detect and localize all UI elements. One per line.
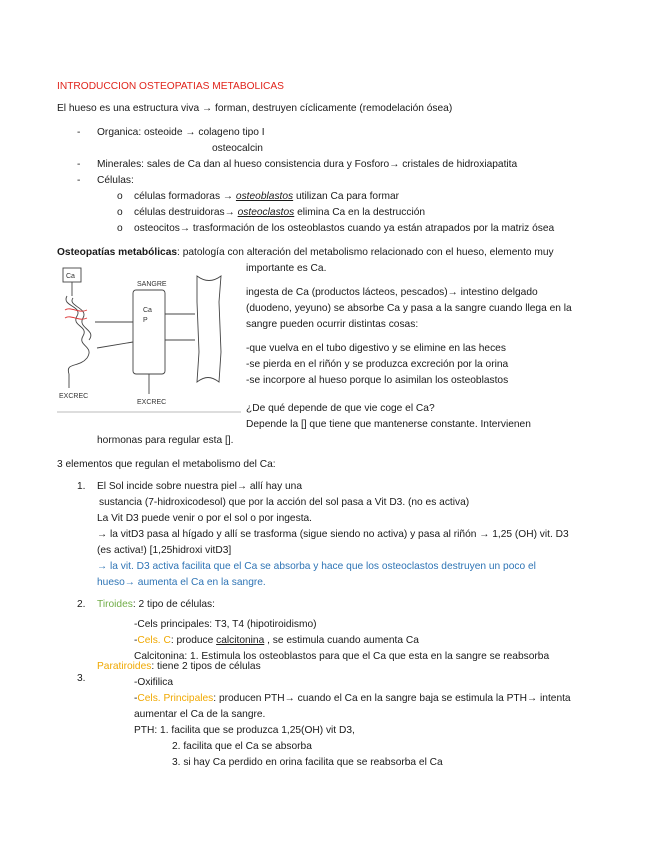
list-number: 2.	[77, 599, 86, 610]
osteocitos-item: osteocitos→ trasformación de los osteoblastos cuando ya están atrapados por la matriz ósea	[134, 223, 555, 234]
tiroides-label: Tiroides	[97, 599, 133, 610]
tiroides-principales: -Cels principales: T3, T4 (hipotiroidismo)	[134, 619, 317, 630]
calcitonina-line: Calcitonina: 1. Estimula los osteoblastos para que el Ca que esta en la sangre se reabsorba	[134, 651, 550, 662]
paratiroides-cont: aumentar el Ca de la sangre.	[134, 709, 266, 720]
paratiroides-heading: Paratiroides: tiene 2 tipos de células	[97, 661, 261, 672]
sol-line6: → la vit. D3 activa facilita que el Ca se absorba y hace que los osteoclastos destruyen un poco el	[97, 561, 536, 572]
pth-line2: 2. facilita que el Ca se absorba	[172, 741, 312, 752]
sol-line5: (es activa!) [1,25hidroxi vitD3]	[97, 545, 232, 556]
option-heces: -que vuelva en el tubo digestivo y se elimine en las heces	[246, 343, 506, 354]
celulas-item: Células:	[97, 175, 134, 186]
tiroides-cels-c: -Cels. C: produce calcitonina , se estimula cuando aumenta Ca	[134, 635, 419, 646]
sol-line1: El Sol incide sobre nuestra piel→ allí hay una	[97, 481, 302, 492]
ingesta-line1: ingesta de Ca (productos lácteos, pescados)→ intestino delgado	[246, 287, 538, 298]
diagram-blood-p: P	[143, 317, 148, 324]
return-arrow	[97, 342, 133, 348]
sol-line3: La Vit D3 puede venir o por el sol o por ingesta.	[97, 513, 313, 524]
list-number: 1.	[77, 481, 86, 492]
list-number: 3.	[77, 673, 86, 684]
dash: -	[77, 127, 81, 138]
diagram-feces-label: EXCREC	[59, 393, 89, 400]
diagram-urine-label: EXCREC	[137, 399, 167, 406]
oxifilica-line: -Oxifilica	[134, 677, 174, 688]
dash: -	[77, 159, 81, 170]
osteoblastos-term: osteoblastos	[235, 191, 294, 202]
sol-line2: sustancia (7-hidroxicodesol) que por la acción del sol pasa a Vit D3. (no es activa)	[99, 497, 470, 508]
dash: -	[77, 175, 81, 186]
intestine-sketch	[66, 296, 89, 374]
bullet: o	[117, 207, 123, 218]
bullet: o	[117, 191, 123, 202]
depende-line: Depende la [] que tiene que mantenerse constante. Intervienen	[246, 419, 531, 430]
bullet: o	[117, 223, 123, 234]
calcitonina-term: calcitonina	[216, 635, 265, 646]
paratiroides-principales: -Cels. Principales: producen PTH→ cuando el Ca en la sangre baja se estimula la PTH→ intenta	[134, 693, 571, 704]
blood-box	[133, 290, 165, 374]
sol-line7: hueso→ aumenta el Ca en la sangre.	[97, 577, 266, 588]
intro-text: El hueso es una estructura viva → forman, destruyen cíclicamente (remodelación ósea)	[57, 103, 453, 114]
elements-title: 3 elementos que regulan el metabolismo del Ca:	[57, 459, 276, 470]
diagram-ca-label: Ca	[66, 273, 75, 280]
minerales-item: Minerales: sales de Ca dan al hueso consistencia dura y Fosforo→ cristales de hidroxiapatita	[97, 159, 518, 170]
bone-sketch	[197, 276, 221, 382]
paratiroides-label: Paratiroides	[97, 661, 152, 672]
calcium-metabolism-diagram	[57, 262, 241, 414]
diagram-blood-ca: Ca	[143, 307, 152, 314]
osteoclastos-term: osteoclastos	[237, 207, 295, 218]
option-orina: -se pierda en el riñón y se produzca excreción por la orina	[246, 359, 509, 370]
page-title: INTRODUCCION OSTEOPATIAS METABOLICAS	[57, 81, 284, 92]
diagram-sketch	[57, 262, 241, 414]
question-line: ¿De qué depende de que vie coge el Ca?	[246, 403, 435, 414]
cels-c-label: Cels. C	[137, 635, 171, 646]
celula-formadora: células formadoras → osteoblastos utilizan Ca para formar	[134, 191, 400, 202]
tiroides-heading: Tiroides: 2 tipo de células:	[97, 599, 215, 610]
celula-destruidora: células destruidoras→ osteoclastos elimina Ca en la destrucción	[134, 207, 426, 218]
osteopatias-cont: importante es Ca.	[246, 263, 327, 274]
osteopatias-definition: Osteopatías metabólicas: patología con alteración del metabolismo relacionado con el hueso, elemento muy	[57, 247, 554, 258]
organica-item: Organica: osteoide → colageno tipo I	[97, 127, 265, 138]
hormonas-line: hormonas para regular esta [].	[97, 435, 234, 446]
pth-line1: PTH: 1. facilita que se produzca 1,25(OH) vit D3,	[134, 725, 355, 736]
sol-line4: → la vitD3 pasa al hígado y allí se trasforma (sigue siendo no activa) y pasa al riñón → 1,25 (OH) vit. D3	[97, 529, 569, 540]
cels-principales-label: Cels. Principales	[137, 693, 214, 704]
osteocalcin-text: osteocalcin	[212, 143, 263, 154]
ingesta-line2: (duodeno, yeyuno) se absorbe Ca y pasa a la sangre cuando llega en la	[246, 303, 572, 314]
option-hueso: -se incorpore al hueso porque lo asimilan los osteoblastos	[246, 375, 509, 386]
osteopatias-label: Osteopatías metabólicas	[57, 247, 178, 258]
ingesta-line3: sangre pueden ocurrir distintas cosas:	[246, 319, 419, 330]
diagram-sangre-label: SANGRE	[137, 281, 167, 288]
pth-line3: 3. si hay Ca perdido en orina facilita que se reabsorba el Ca	[172, 757, 443, 768]
